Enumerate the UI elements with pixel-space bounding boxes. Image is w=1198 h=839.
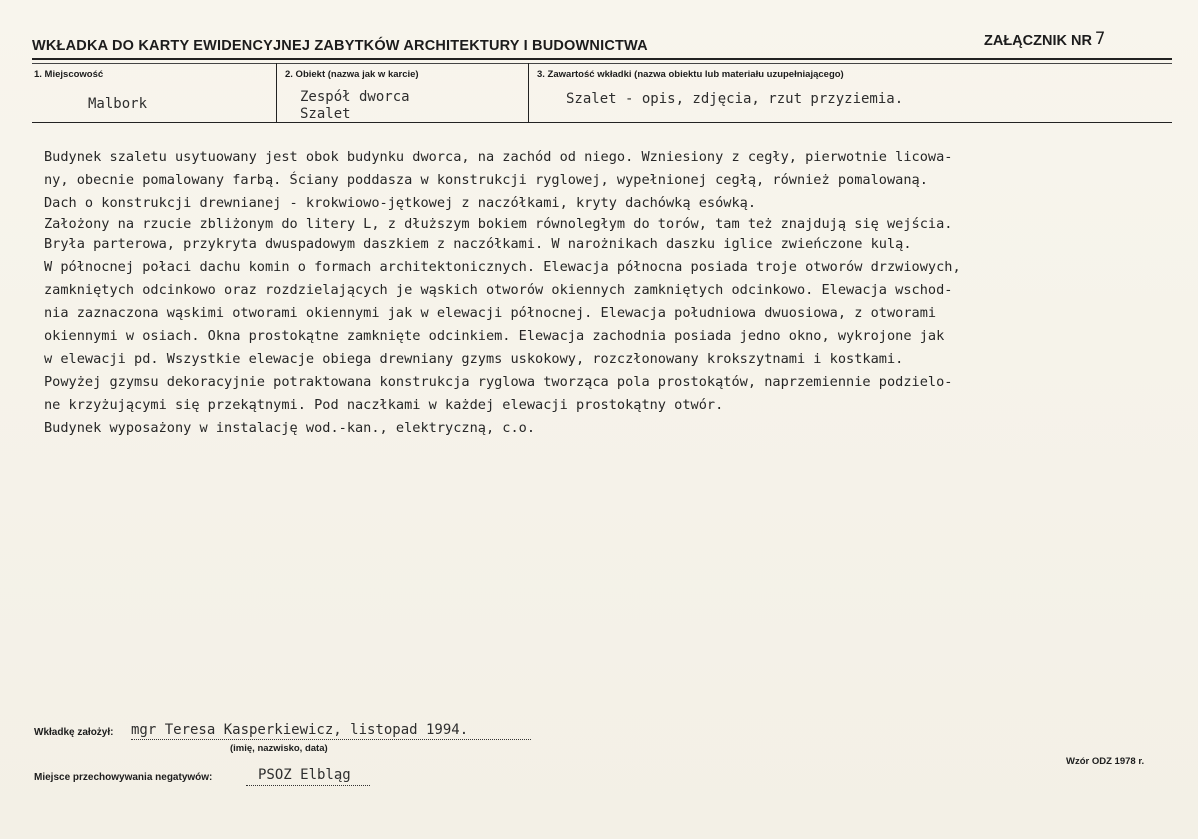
form-model: Wzór ODZ 1978 r. — [1066, 756, 1145, 767]
author-hint: (imię, nazwisko, data) — [230, 743, 328, 754]
object-value-line2: Szalet — [300, 106, 351, 122]
description-line: zamkniętych odcinkowo oraz rozdzielających je wąskich otworów okiennych zamkniętych odcinkowo. Elewacja wschod- — [44, 282, 953, 298]
object-value-line1: Zespół dworca — [300, 89, 410, 105]
author-dotted-line — [131, 739, 531, 740]
locality-label: 1. Miejscowość — [34, 69, 104, 80]
column-divider-2 — [528, 63, 529, 122]
locality-value: Malbork — [88, 96, 148, 112]
header-rule — [32, 58, 1172, 60]
storage-value: PSOZ Elbląg — [258, 767, 351, 783]
object-label: 2. Obiekt (nazwa jak w karcie) — [285, 69, 419, 80]
description-line: nia zaznaczona wąskimi otworami okiennymi jak w elewacji północnej. Elewacja południowa dwuosiowa, z otworami — [44, 305, 937, 321]
description-line: w elewacji pd. Wszystkie elewacje obiega drewniany gzyms uskokowy, rozczłonowany krokszytnami i kostkami. — [44, 351, 904, 367]
description-line: W północnej połaci dachu komin o formach architektonicznych. Elewacja północna posiada troje otworów drzwiowych, — [44, 259, 961, 275]
column-divider-1 — [276, 63, 277, 122]
description-line: Dach o konstrukcji drewnianej - krokwiowo-jętkowej z naczółkami, kryty dachówką esówką. — [44, 195, 757, 211]
fields-rule — [32, 122, 1172, 123]
description-line: ne krzyżującymi się przekątnymi. Pod naczłkami w każdej elewacji prostokątny otwór. — [44, 397, 724, 413]
annex-label: ZAŁĄCZNIK NR — [984, 33, 1092, 49]
content-value: Szalet - opis, zdjęcia, rzut przyziemia. — [566, 91, 904, 107]
description-line: Budynek szaletu usytuowany jest obok budynku dworca, na zachód od niego. Wzniesiony z cegły, pierwotnie licowa- — [44, 149, 953, 165]
description-line: ny, obecnie pomalowany farbą. Ściany poddasza w konstrukcji ryglowej, wypełnionej cegłą, również pomalowaną. — [44, 172, 928, 188]
description-text — [44, 146, 1184, 440]
description-line: okiennymi w osiach. Okna prostokątne zamknięte odcinkiem. Elewacja zachodnia posiada jedno okno, wykrojone jak — [44, 328, 945, 344]
annex-number: 7 — [1095, 29, 1106, 49]
content-label: 3. Zawartość wkładki (nazwa obiektu lub materiału uzupełniającego) — [537, 69, 844, 80]
description-line: Budynek wyposażony w instalację wod.-kan., elektryczną, c.o. — [44, 420, 536, 436]
author-value: mgr Teresa Kasperkiewicz, listopad 1994. — [131, 722, 469, 738]
description-line: Powyżej gzymsu dekoracyjnie potraktowana konstrukcja ryglowa tworząca pola prostokątów, naprzemiennie podzielo- — [44, 374, 953, 390]
storage-label: Miejsce przechowywania negatywów: — [34, 772, 213, 783]
author-label: Wkładkę założył: — [34, 727, 114, 738]
form-title: WKŁADKA DO KARTY EWIDENCYJNEJ ZABYTKÓW ARCHITEKTURY I BUDOWNICTWA — [32, 38, 648, 54]
description-line: Założony na rzucie zbliżonym do litery L, z dłuższym bokiem równoległym do torów, tam też znajdują się wejścia. — [44, 216, 953, 232]
storage-dotted-line — [246, 785, 370, 786]
header-rule-thin — [32, 63, 1172, 64]
description-line: Bryła parterowa, przykryta dwuspadowym daszkiem z naczółkami. W narożnikach daszku iglice zwieńczone kulą. — [44, 236, 912, 252]
